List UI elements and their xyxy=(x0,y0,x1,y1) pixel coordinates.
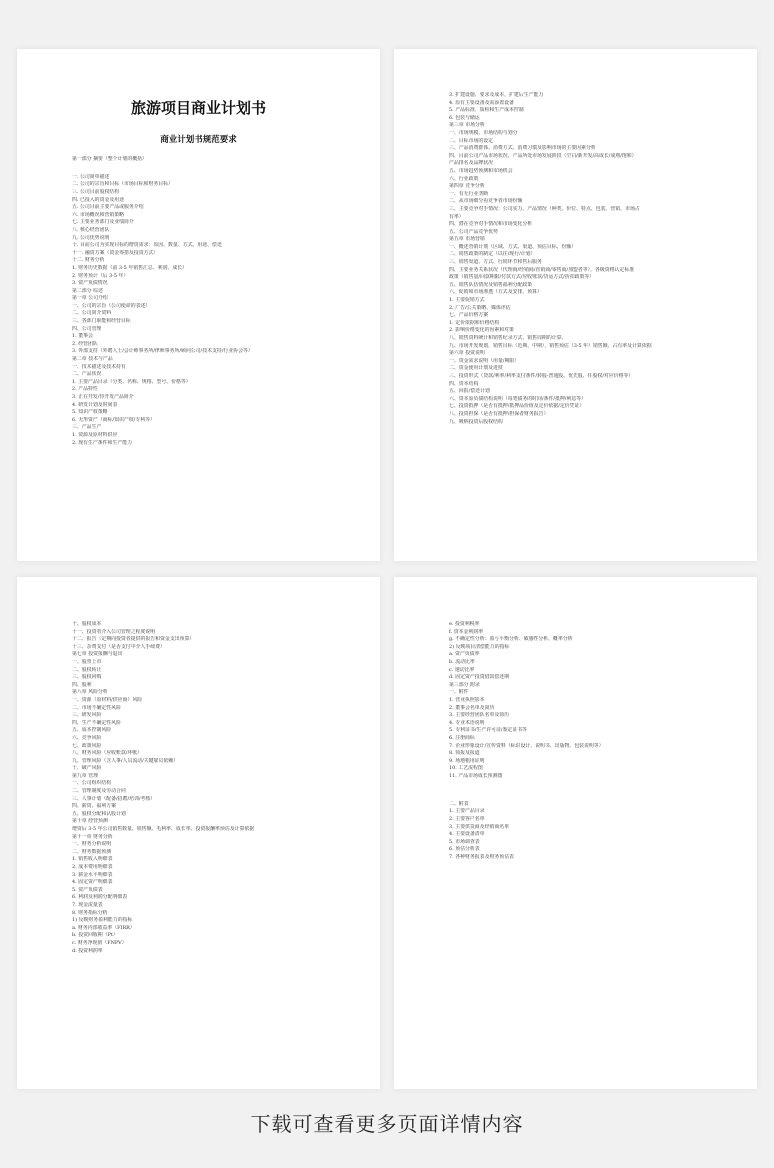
text-line: 五、市场趋势预测和市场机会 xyxy=(449,167,513,174)
text-line: 3. 主要经营团队名单及简历 xyxy=(449,712,510,719)
text-line: 3. 外部支持（外聘人士/会计师事务所/律师事务所/顾问公司/技术支持/行业协会等） xyxy=(72,348,253,355)
text-line: 一、市场规模、市场结构与划分 xyxy=(449,129,518,136)
text-line: a. 资产负债率 xyxy=(449,651,480,658)
text-line: 九、吸纳投资后股权结构 xyxy=(449,418,503,425)
text-line: 六、竞争风险 xyxy=(72,734,102,741)
text-line: 八、销售资料统计和销售纪录方式，销售周期的计算。 xyxy=(449,335,567,341)
text-line: 四、股利 xyxy=(72,681,92,688)
text-line xyxy=(72,164,253,174)
document-title: 旅游项目商业计划书 xyxy=(130,99,266,117)
text-line: 第八章 风险分析 xyxy=(72,689,108,696)
text-line: d. 投资利润率 xyxy=(72,947,103,954)
text-line: 二、市场不确定性风险 xyxy=(72,704,121,711)
text-line: 一、附件 xyxy=(449,689,469,696)
text-line: 8. 简报及报道 xyxy=(449,750,480,757)
text-line: 4. 研发计划及时间表 xyxy=(72,401,118,408)
text-line: 1. 主要产品目录（分类、名称、规格、型号、价格等） xyxy=(72,378,191,385)
text-line: 3. 正在开发/待开发产品简介 xyxy=(72,394,134,400)
text-line: e. 投资利税率 xyxy=(449,621,480,627)
text-line: 四、主要业务关系状况（代理商/经销商/直销商/零售商/加盟者等），各级资格认定标准 xyxy=(449,266,635,273)
text-line: 四、生产不确定性风险 xyxy=(72,719,121,726)
text-line: 5. 知识产权策略 xyxy=(72,409,108,416)
text-line: 一、公司的宗旨（公司使命的表述） xyxy=(72,302,151,309)
text-line: 四、公司管理 xyxy=(72,325,102,332)
document-page-2 xyxy=(394,49,757,561)
text-line: 六. 市场概况和营销策略 xyxy=(72,211,125,218)
text-line: 三、各部门职能和经营目标 xyxy=(72,318,131,325)
text-line: 2. 经营团队 xyxy=(72,340,98,347)
text-line: 2. 广告/公关策略、媒体评估 xyxy=(449,304,511,311)
text-line: 五、销售队伍情况及销售福利分配政策 xyxy=(449,281,533,288)
text-line: d. 固定资产投资借款偿还期 xyxy=(449,674,510,681)
text-line: 四. 已投入的资金及用途 xyxy=(72,196,125,203)
page-4-text xyxy=(449,621,604,862)
text-line: 2. 成本费用明细表 xyxy=(72,864,113,870)
text-line: 一、公司组织结构 xyxy=(72,780,112,787)
text-line: 三、产品生产 xyxy=(72,424,102,431)
text-line: 有率） xyxy=(449,213,464,220)
text-line: 三、销售渠道、方式、行销环节和售后服务 xyxy=(449,259,542,266)
text-line: 2. 产品特性 xyxy=(72,386,98,393)
text-line: 二、财务数据预测 xyxy=(72,848,112,855)
text-line: 二. 公司的宗旨和目标（市场目标和财务目标） xyxy=(72,181,173,188)
text-line: 五、成本控制风险 xyxy=(72,727,112,734)
text-line: 十二. 财务分析 xyxy=(72,257,105,264)
text-line: c. 财务净现值（FNPV） xyxy=(72,939,127,946)
text-line xyxy=(449,791,604,801)
text-line: 4. 专业术语说明 xyxy=(449,719,485,726)
text-line: 四、目前公司产品市场状况，产品所处市场发展阶段（空白/新开发/高成长/成熟/饱和） xyxy=(449,152,637,159)
text-line xyxy=(449,780,604,790)
text-line: 十一. 融资方案（资金筹措及投资方式） xyxy=(72,249,159,256)
text-line: 第一章 公司介绍 xyxy=(72,295,108,302)
text-line: 一、技术描述及技术持有 xyxy=(72,363,126,370)
text-line: 第七章 投资报酬与退出 xyxy=(72,651,123,658)
text-line: 二、资金使用计划及进度 xyxy=(449,365,503,372)
text-line: 7. 企业形象设计/宣传资料（标识设计、说明书、出版物、包装说明等） xyxy=(449,742,604,749)
text-line: 3. 薪金水平明细表 xyxy=(72,871,113,878)
text-line: 三. 公司目前股权结构 xyxy=(72,188,120,195)
text-line: 七、投资抵押（是否有抵押/抵押品价值及定价依据/定价凭证） xyxy=(449,403,585,410)
text-line: 九. 公司优势说明 xyxy=(72,234,110,241)
text-line: 1) 反映财务盈利能力的指标 xyxy=(72,917,133,924)
text-line: 十三、杂费支付（是否支付中介人手续费） xyxy=(72,643,165,650)
text-line: 五、公司产品竞争优势 xyxy=(449,228,498,235)
text-line: 第二部分 综述 xyxy=(72,287,103,294)
text-line: 7. 各种财务报表及财务预估表 xyxy=(449,854,514,860)
text-line: 五、股权分配和认股计划 xyxy=(72,810,126,817)
text-line: g. 不确定性分析：盈亏平衡分析、敏感性分析、概率分析 xyxy=(449,636,573,643)
text-line: 六、促销和市场渗透（方式及安排、预算） xyxy=(449,289,542,296)
text-line: 1. 营业执照影本 xyxy=(449,696,485,703)
text-line: 6. 包装与储运 xyxy=(449,114,480,121)
text-line: 五、回报/偿还计划 xyxy=(449,388,490,395)
text-line: 二、附表 xyxy=(449,800,469,807)
text-line: 1. 资源及原材料供应 xyxy=(72,431,118,438)
text-line: 7. 现金流量表 xyxy=(72,901,103,908)
text-line: 一、财务分析说明 xyxy=(72,841,112,848)
text-line: 三、股权回购 xyxy=(72,674,102,681)
text-line: f. 资本金利润率 xyxy=(449,628,484,635)
text-line: 4. 固定资产明细表 xyxy=(72,879,113,886)
text-line: 二、从市场细分看竞争者市场份额 xyxy=(449,198,523,205)
document-page-1 xyxy=(17,49,380,561)
text-line: b. 投资回收期（Pt） xyxy=(72,932,118,939)
text-line: 三、研发风险 xyxy=(72,712,102,719)
document-subtitle: 商业计划书规范要求 xyxy=(160,135,237,145)
text-line: 4. 主要设备清单 xyxy=(449,831,485,838)
text-line: 第四章 竞争分析 xyxy=(449,183,485,190)
text-line: 1. 董事会 xyxy=(72,333,93,340)
text-line: 11. 产品市场成长预测图 xyxy=(449,772,503,779)
text-line: 2) 反映项目清偿能力的指标 xyxy=(449,643,510,650)
text-line: 2. 主要客户名单 xyxy=(449,816,485,823)
text-line: 6. 预估分析表 xyxy=(449,846,480,853)
text-line: 第三部分 附录 xyxy=(449,681,480,688)
text-line: 二、目标市场的设定 xyxy=(449,137,494,144)
text-line: 五. 公司目前主要产品或服务介绍 xyxy=(72,204,144,211)
text-line: 七、政策风险 xyxy=(72,742,102,749)
text-line: 2. 影响价格变化的因素和对策 xyxy=(449,327,514,334)
text-line: 六、行业政策 xyxy=(449,175,479,182)
text-line: 第十一章 财务分析 xyxy=(72,833,113,840)
text-line: 九、管理风险（含人事/人员流动/关键雇员依赖） xyxy=(72,757,178,764)
text-line: 四、薪资、福利方案 xyxy=(72,803,117,810)
text-line: 9. 场地租用证明 xyxy=(449,757,485,764)
text-line: 5. 专利证书/生产许可证/鉴定证书等 xyxy=(449,727,527,734)
text-line: 1. 主要促销方式 xyxy=(449,297,485,304)
text-line: 十二、报告（定期向投资者提供的报告和资金支出预算） xyxy=(72,636,195,643)
text-line: 2. 财务预计（后 3-5 年） xyxy=(72,272,129,279)
text-line: 政策（销售量/回款期限/付款方式/应收账款/货运方式/折扣政策等） xyxy=(449,274,595,281)
text-line: 八、财务风险（应收账款/坏帐） xyxy=(72,750,143,757)
text-line: 产品排名及品牌状况 xyxy=(449,160,494,167)
text-line: 一、资源（原材料/供应商）风险 xyxy=(72,696,143,703)
text-line: 第六章 投资说明 xyxy=(449,350,485,357)
text-line: 第三章 市场分析 xyxy=(449,122,485,129)
text-line: 5. 市场调查表 xyxy=(449,838,480,845)
document-page-3 xyxy=(17,577,380,1089)
text-line: 十一、投资者介入公司管理之程度说明 xyxy=(72,628,156,635)
text-line: 1. 财务历史数据（前 3-5 年销售汇总、利润、成长） xyxy=(72,264,188,271)
text-line: 第一部分 摘要（整个计划的概括） xyxy=(72,156,147,162)
text-line: 十、破产风险 xyxy=(72,765,102,772)
text-line: b. 流动比率 xyxy=(449,658,475,665)
text-line: 三、主要竞争对手情况：公司实力、产品情况（种类、价位、特点、包装、营销、市场占 xyxy=(449,205,640,212)
text-line: 二、产品状况 xyxy=(72,371,102,378)
text-line: 三、投资形式（贷款/利率/利率支付条件/转股-普通股、优先股、任股权/对应价格等） xyxy=(449,372,634,379)
text-line: 1. 主要产品目录 xyxy=(449,808,485,815)
text-line: 十、股权成本 xyxy=(72,621,102,627)
text-line: 四、资本结构 xyxy=(449,380,479,387)
text-line: 二、销售政策的制定（以往/现行/计划） xyxy=(449,251,536,258)
text-line: 三、产品消费群体、消费方式、消费习惯及影响市场的主要因素分析 xyxy=(449,145,596,152)
page-3-text xyxy=(72,621,254,955)
download-more-prompt[interactable]: 下载可查看更多页面详情内容 xyxy=(250,1112,524,1136)
text-line: 8. 财务指标分析 xyxy=(72,909,108,916)
text-line: 二、管理制度及劳动合同 xyxy=(72,788,126,795)
text-line: 第九章 管理 xyxy=(72,772,99,779)
text-line: 二、股权转让 xyxy=(72,666,102,673)
text-line: 六、资本原负债结构说明（每笔债务的时间/条件/抵押/利息等） xyxy=(449,395,586,402)
text-line: 七. 主要业务部门及业绩简介 xyxy=(72,219,134,226)
text-line: 1. 销售收入明细表 xyxy=(72,856,113,863)
text-line: 八. 核心经营团队 xyxy=(72,226,110,233)
text-line: 二、公司简介资料 xyxy=(72,310,112,317)
text-line: 5. 资产负债表 xyxy=(72,886,103,893)
text-line: 第二章 技术与产品 xyxy=(72,356,113,363)
text-line: 一、资金需求说明（用量/期限） xyxy=(449,357,520,364)
text-line: 一、概述营销计划（区域、方式、渠道、预估目标、份额） xyxy=(449,243,577,250)
text-line: 八、投资担保（是否有抵押/担保者财务报告） xyxy=(449,410,549,417)
text-line: 1. 定价依据和价格结构 xyxy=(449,319,500,326)
text-line: 增资后 3-5 年公司销售数量、销售额、毛利率、成长率、投资报酬率预估及计算依据 xyxy=(72,826,255,833)
text-line: 十. 目前公司为实现目标的增资需求：原因、数量、方式、用途、偿还 xyxy=(72,242,222,249)
text-line: 3. 资产负债情况 xyxy=(72,280,108,287)
page-2-text xyxy=(449,92,652,426)
text-line: 一. 公司简单描述 xyxy=(72,173,110,180)
text-line: 6. 无形资产（商标/知识产权/专利等） xyxy=(72,416,155,423)
text-line: 4. 原有主要设备及需添置设备 xyxy=(449,99,514,106)
text-line: 2. 董事会名单及简历 xyxy=(449,704,495,711)
text-line: 3. 扩建设施、要求及成本，扩建后生产能力 xyxy=(449,92,544,98)
text-line: 10. 工艺流程图 xyxy=(449,765,483,772)
text-line: 5. 产品标准、质检和生产成本控制 xyxy=(449,107,524,114)
text-line: 一、有无行业垄断 xyxy=(449,190,489,197)
text-line: c. 速动比率 xyxy=(449,666,475,673)
text-line: 第五章 市场营销 xyxy=(449,236,485,243)
text-line: 第十章 经营预测 xyxy=(72,818,108,825)
document-page-4 xyxy=(394,577,757,1089)
text-line: 三、人事计划（配备/招聘/培训/考核） xyxy=(72,795,156,802)
text-line: 6. 注册商标 xyxy=(449,734,475,741)
text-line: 四、潜在竞争对手情况和市场变化分析 xyxy=(449,221,533,228)
page-1-text xyxy=(72,156,253,447)
text-line: 九、市场开发规划，销售目标（近期、中期），销售预估（3-5 年）销售额、占有率及计算依据 xyxy=(449,342,652,349)
text-line: 2. 现有生产条件和生产能力 xyxy=(72,439,133,446)
text-line: 3. 主要供货商及经销商名单 xyxy=(449,823,510,830)
text-line: a. 财务内部收益率（FIRR） xyxy=(72,924,135,931)
text-line: 一、股票上市 xyxy=(72,658,102,665)
text-line: 七、产品价格方案 xyxy=(449,312,489,319)
text-line: 6. 利润及利润分配明细表 xyxy=(72,894,128,901)
